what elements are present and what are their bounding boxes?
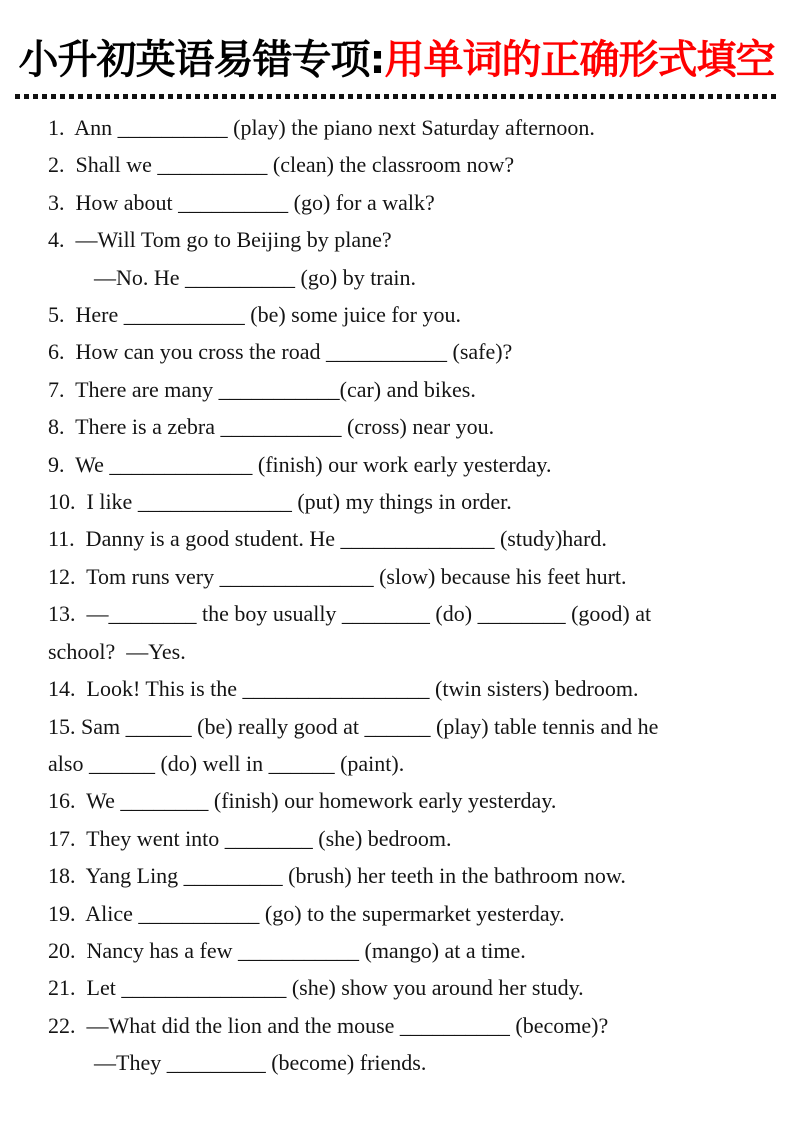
title-red-segment: 用单词的正确形式填空 (384, 37, 775, 83)
question-line-13a: 13. —________ the boy usually ________ (do) ________ (good) at (48, 601, 652, 627)
question-line-17: 17. They went into ________ (she) bedroom. (48, 825, 452, 851)
question-line-14: 14. Look! This is the _________________ (twin sisters) bedroom. (48, 676, 639, 702)
question-line-2: 2. Shall we __________ (clean) the classroom now? (48, 152, 515, 178)
question-line-15a: 15. Sam ______ (be) really good at ______ (play) table tennis and he (48, 713, 659, 739)
question-line-18: 18. Yang Ling _________ (brush) her teeth in the bathroom now. (48, 863, 626, 889)
question-line-12: 12. Tom runs very ______________ (slow) because his feet hurt. (48, 563, 627, 589)
question-line-9: 9. We _____________ (finish) our work early yesterday. (48, 451, 552, 477)
question-line-5: 5. Here ___________ (be) some juice for you. (48, 302, 462, 328)
question-line-10: 10. I like ______________ (put) my things in order. (48, 489, 512, 515)
question-line-16: 16. We ________ (finish) our homework early yesterday. (48, 788, 557, 814)
question-list (0, 109, 793, 1082)
question-line-22b: —They _________ (become) friends. (94, 1050, 427, 1076)
question-line-8: 8. There is a zebra ___________ (cross) near you. (48, 414, 495, 440)
question-line-4a: 4. —Will Tom go to Beijing by plane? (48, 227, 392, 253)
question-line-15b: also ______ (do) well in ______ (paint). (48, 750, 405, 776)
title-black-segment: 小升初英语易错专项: (18, 37, 385, 83)
question-line-13b: school? —Yes. (48, 638, 186, 664)
question-line-19: 19. Alice ___________ (go) to the supermarket yesterday. (48, 900, 565, 926)
dotted-divider (15, 94, 778, 99)
question-line-6: 6. How can you cross the road ___________ (safe)? (48, 339, 513, 365)
question-line-3: 3. How about __________ (go) for a walk? (48, 189, 435, 215)
question-line-22a: 22. —What did the lion and the mouse __________ (become)? (48, 1012, 609, 1038)
question-line-4b: —No. He __________ (go) by train. (94, 264, 417, 290)
question-line-1: 1. Ann __________ (play) the piano next Saturday afternoon. (48, 115, 595, 140)
question-line-7: 7. There are many ___________(car) and bikes. (48, 376, 476, 402)
page-title (0, 34, 793, 86)
question-line-21: 21. Let _______________ (she) show you around her study. (48, 975, 584, 1001)
question-line-20: 20. Nancy has a few ___________ (mango) at a time. (48, 937, 526, 963)
question-line-11: 11. Danny is a good student. He ______________ (study)hard. (48, 526, 607, 552)
